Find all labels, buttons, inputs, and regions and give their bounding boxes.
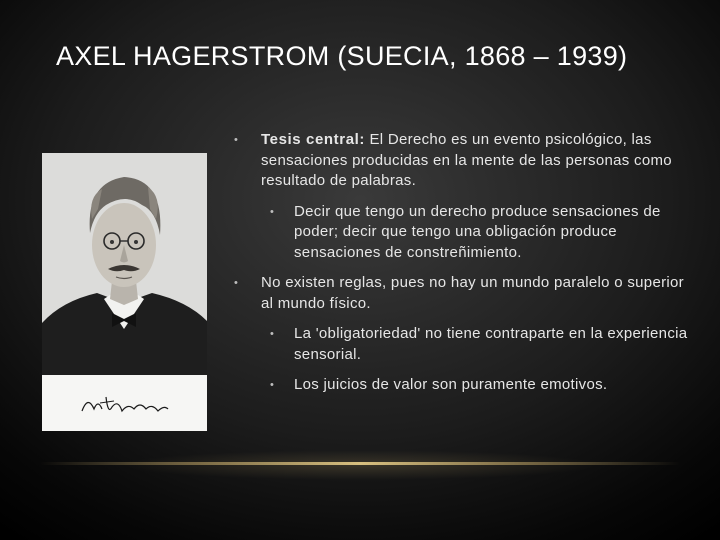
bullet-text: No existen reglas, pues no hay un mundo paralelo o superior al mundo físico.	[261, 274, 684, 312]
bullet-item	[230, 375, 700, 396]
bullet-text: Los juicios de valor son puramente emotivos.	[294, 376, 608, 393]
bullet-item	[230, 130, 700, 192]
bullet-dot-icon: •	[234, 277, 239, 289]
bullet-item	[230, 202, 700, 264]
bullet-list	[230, 130, 700, 396]
bullet-text: Decir que tengo un derecho produce sensaciones de poder; decir que tengo una obligación produce sensaciones de constreñimiento.	[294, 202, 661, 261]
accent-line	[40, 462, 680, 465]
portrait-image	[42, 153, 207, 431]
bullet-dot-icon: •	[270, 328, 275, 340]
slide-title: AXEL HAGERSTROM (SUECIA, 1868 – 1939)	[56, 41, 628, 71]
bullet-item	[230, 324, 700, 365]
accent-glow	[120, 450, 600, 480]
bullet-text: El Derecho es un evento psicológico, las sensaciones producidas en la mente de las personas como resultado de palabras.	[261, 131, 672, 189]
bullet-item	[230, 273, 700, 314]
bullet-dot-icon: •	[270, 379, 275, 391]
bullet-lead: Tesis central:	[261, 131, 365, 148]
bullet-dot-icon: •	[234, 134, 239, 146]
bullet-text: La 'obligatoriedad' no tiene contraparte en la experiencia sensorial.	[294, 325, 688, 363]
bullet-dot-icon: •	[270, 205, 275, 218]
portrait-photo	[42, 153, 207, 431]
